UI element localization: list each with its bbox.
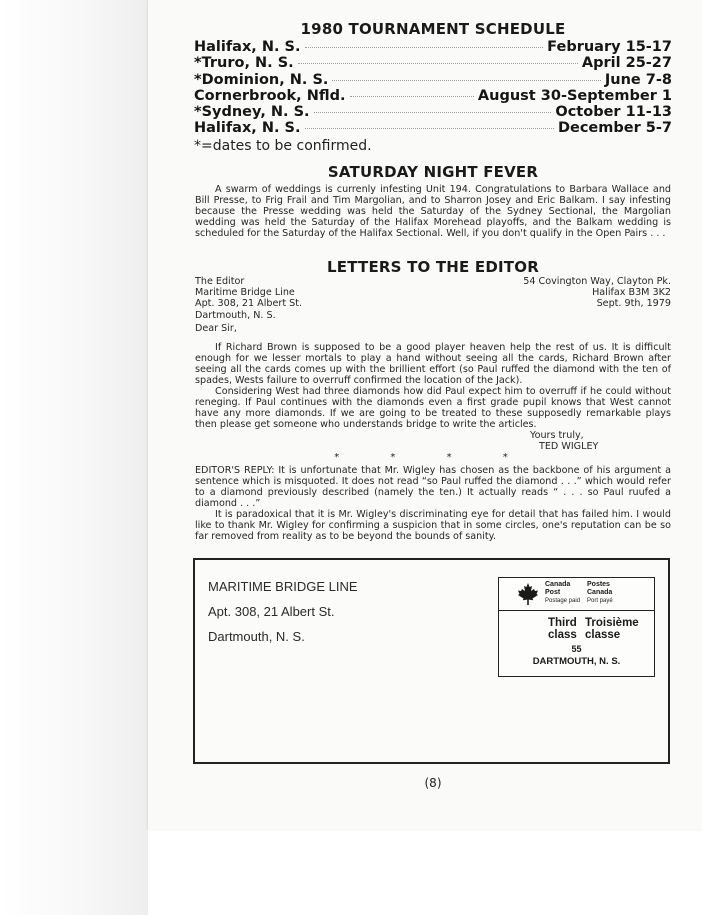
postage-text: Port payé bbox=[587, 598, 613, 604]
schedule-dates: April 25-27 bbox=[581, 55, 672, 72]
schedule-city: *Truro, N. S. bbox=[194, 55, 294, 72]
leader-dots bbox=[350, 96, 474, 97]
address-line: Dartmouth, N. S. bbox=[208, 629, 305, 644]
address-line: MARITIME BRIDGE LINE bbox=[208, 579, 358, 594]
address-line: Dartmouth, N. S. bbox=[195, 309, 276, 321]
class-text: class bbox=[548, 629, 577, 641]
postage-fr bbox=[587, 581, 613, 605]
postage-text: Postage paid bbox=[545, 598, 581, 604]
schedule-city: *Sydney, N. S. bbox=[194, 104, 310, 121]
leader-dots bbox=[314, 112, 552, 113]
schedule-dates: October 11-13 bbox=[555, 104, 672, 121]
postage-en bbox=[545, 581, 580, 605]
fever-article bbox=[195, 184, 671, 239]
schedule-list bbox=[194, 39, 672, 154]
schedule-footnote: *=dates to be confirmed. bbox=[194, 137, 372, 154]
fever-paragraph: A swarm of weddings is currenly infesting Unit 194. Congratulations to Barbara Wallace and Bill Presse, to Frig Frail and Tim Margolian, and to Sharron Josey and Eric Balkam. I say infesting because the Presse wedding was held the Saturday of the Sydney Sectional, the Margolian wedding was held the Saturday of the Halifax Morehead playoffs, and the Balkam wedding is scheduled for the Saturday of the Halifax Sectional. Well, if you don't qualify in the Open Pairs . . . bbox=[195, 184, 671, 239]
leader-dots bbox=[305, 47, 544, 48]
schedule-row bbox=[194, 88, 672, 104]
letter-paragraph: Considering West had three diamonds how did Paul expect him to overruff if he could without reneging. If Paul continues with the diamonds even a first grade pupil knows that West cannot have any more diamonds. If we are going to be treated to these supposedly remarkable plays then please get someone who understands bridge to write the articles. bbox=[195, 386, 671, 430]
address-line: Maritime Bridge Line bbox=[195, 287, 295, 299]
postage-text: Postes bbox=[587, 581, 610, 588]
schedule-row bbox=[194, 55, 672, 71]
address-line: The Editor bbox=[195, 276, 245, 287]
leader-dots bbox=[298, 63, 578, 64]
schedule-dates: June 7-8 bbox=[604, 71, 672, 88]
class-en bbox=[548, 617, 577, 641]
letter-body bbox=[195, 342, 671, 430]
class-text: Third bbox=[548, 617, 577, 629]
permit-number: 55 bbox=[571, 644, 582, 654]
letter-signoff bbox=[528, 430, 668, 452]
reply-paragraph: It is paradoxical that it is Mr. Wigley's discriminating eye for detail that has failed him. I would like to thank Mr. Wigley for confirming a suspicion that in some circles, one's reputation can be so far removed from reality as to be beyond the bounds of sanity. bbox=[195, 509, 671, 542]
postage-text: Canada bbox=[545, 581, 571, 588]
schedule-dates: February 15-17 bbox=[547, 39, 672, 55]
schedule-row bbox=[194, 104, 672, 120]
salutation: Dear Sir, bbox=[195, 323, 237, 334]
schedule-dates: August 30-September 1 bbox=[477, 87, 672, 104]
mailing-address bbox=[208, 574, 358, 649]
maple-leaf-icon bbox=[516, 582, 540, 606]
fever-title: SATURDAY NIGHT FEVER bbox=[327, 163, 539, 181]
schedule-row bbox=[194, 72, 672, 88]
section-separator: * * * * bbox=[334, 452, 532, 463]
address-line: Sept. 9th, 1979 bbox=[596, 298, 671, 310]
postage-text: Canada bbox=[587, 589, 613, 596]
schedule-city: Cornerbrook, Nfld. bbox=[194, 87, 346, 104]
postage-text: Post bbox=[545, 589, 561, 596]
closing: Yours truly, bbox=[530, 430, 584, 441]
class-text: Troisième bbox=[585, 617, 639, 629]
leader-dots bbox=[305, 128, 554, 129]
schedule-title: 1980 TOURNAMENT SCHEDULE bbox=[300, 20, 566, 38]
address-line: Apt. 308, 21 Albert St. bbox=[195, 298, 303, 310]
page-number: (8) bbox=[424, 776, 442, 790]
schedule-row bbox=[194, 120, 672, 136]
address-line: Apt. 308, 21 Albert St. bbox=[208, 604, 335, 619]
sender-address bbox=[440, 276, 671, 310]
schedule-city: Halifax, N. S. bbox=[194, 120, 301, 137]
letters-title: LETTERS TO THE EDITOR bbox=[327, 258, 539, 276]
address-line: 54 Covington Way, Clayton Pk. bbox=[523, 276, 671, 287]
leader-dots bbox=[332, 80, 600, 81]
page-margin-shadow bbox=[0, 0, 148, 915]
reply-paragraph: EDITOR'S REPLY: It is unfortunate that Mr. Wigley has chosen as the backbone of his argument a sentence which is misquoted. It does not read “so Paul ruffed the diamond . . .” which would refer to a diamond previously described (namely the ten.) It actually reads “ . . . so Paul ruufed a diamond . . .” bbox=[195, 465, 671, 509]
postage-city: DARTMOUTH, N. S. bbox=[532, 656, 621, 667]
editor-reply bbox=[195, 465, 671, 542]
schedule-row bbox=[194, 39, 672, 55]
class-fr bbox=[585, 617, 639, 641]
signature: TED WIGLEY bbox=[539, 441, 599, 453]
letter-paragraph: If Richard Brown is supposed to be a good player heaven help the rest of us. It is difficult enough for we lesser mortals to play a hand without seeing all the cards, Richard Brown after seeing all the cards comes up with the brillient effort (so Paul ruffed the diamond with the ten of spades, Wests failure to overruff confirmed the location of the Jack). bbox=[195, 342, 671, 386]
schedule-city: Halifax, N. S. bbox=[194, 39, 301, 55]
class-text: classe bbox=[585, 629, 621, 641]
schedule-city: *Dominion, N. S. bbox=[194, 71, 329, 88]
recipient-address bbox=[195, 276, 395, 321]
address-line: Halifax B3M 3K2 bbox=[592, 287, 671, 299]
schedule-dates: December 5-7 bbox=[557, 120, 672, 137]
